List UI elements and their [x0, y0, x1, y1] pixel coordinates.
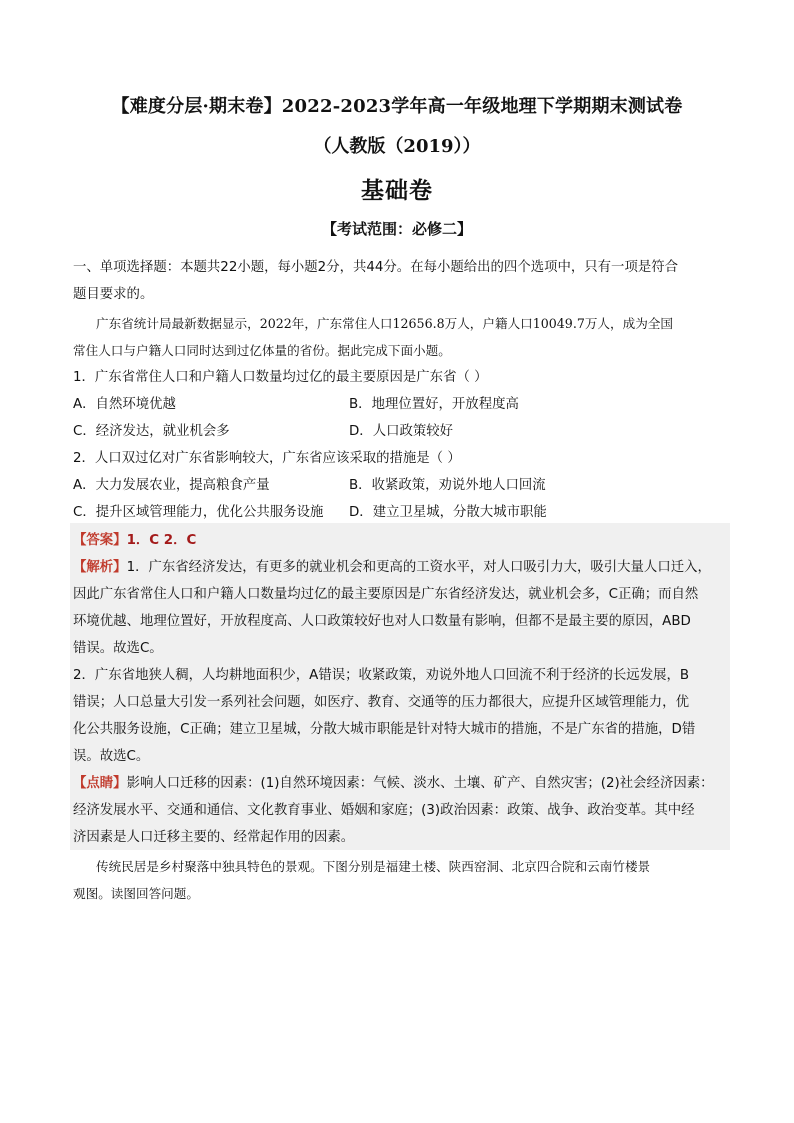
- analysis-line6: 错误；人口总量大引发一系列社会问题，如医疗、教育、交通等的压力都很大，应提升区域管理能力，优: [73, 695, 689, 710]
- question-2-stem: 2．人口双过亿对广东省影响较大，广东省应该采取的措施是（ ）: [73, 451, 461, 466]
- q2-option-c: C．提升区域管理能力，优化公共服务设施: [73, 505, 324, 520]
- q2-option-a: A．大力发展农业，提高粮食产量: [73, 478, 270, 493]
- answer-label: 【答案】: [73, 533, 127, 548]
- analysis-line4: 错误。故选C。: [73, 641, 163, 656]
- tips-text-1: 影响人口迁移的因素：(1)自然环境因素：气候、淡水、土壤、矿产、自然灾害；(2)社会经济因素：: [126, 776, 714, 791]
- analysis-text-1: 1．广东省经济发达，有更多的就业机会和更高的工资水平，对人口吸引力大，吸引大量人口迁入，: [126, 560, 711, 575]
- answer-line: [73, 529, 723, 548]
- edition-subtitle: （人教版（2019））: [313, 136, 481, 157]
- analysis-label: 【解析】: [73, 560, 127, 575]
- analysis-line2: 因此广东省常住人口和户籍人口数量均过亿的最主要原因是广东省经济发达，就业机会多，C正确；而自然: [73, 587, 699, 602]
- tips-line2: 经济发展水平、交通和通信、文化教育事业、婚姻和家庭；(3)政治因素：政策、战争、政治变革。其中经: [73, 803, 695, 818]
- document-title: 【难度分层·期末卷】2022-2023学年高一年级地理下学期期末测试卷: [111, 96, 683, 117]
- answer-text: 1．C 2．C: [126, 533, 197, 548]
- q1-option-d: D．人口政策较好: [349, 424, 454, 439]
- material1-line2: 常住人口与户籍人口同时达到过亿体量的省份。据此完成下面小题。: [73, 343, 451, 358]
- tips-line1: [73, 772, 723, 791]
- q2-option-d: D．建立卫星城，分散大城市职能: [349, 505, 547, 520]
- analysis-line1: [73, 556, 723, 575]
- q1-option-a: A．自然环境优越: [73, 397, 176, 412]
- q2-option-b: B．收紧政策，劝说外地人口回流: [349, 478, 546, 493]
- tips-line3: 济因素是人口迁移主要的、经常起作用的因素。: [73, 830, 355, 845]
- analysis-line3: 环境优越、地理位置好，开放程度高、人口政策较好也对人口数量有影响，但都不是最主要的原因，ABD: [73, 614, 691, 629]
- q1-option-b: B．地理位置好，开放程度高: [349, 397, 519, 412]
- q1-option-c: C．经济发达，就业机会多: [73, 424, 230, 439]
- analysis-line8: 误。故选C。: [73, 749, 150, 764]
- question-1-stem: 1．广东省常住人口和户籍人口数量均过亿的最主要原因是广东省（ ）: [73, 370, 488, 385]
- analysis-line7: 化公共服务设施，C正确；建立卫星城，分散大城市职能是针对特大城市的措施，不是广东省的措施，D错: [73, 722, 696, 737]
- section-instruction-line1: 一、单项选择题：本题共22小题，每小题2分，共44分。在每小题给出的四个选项中，只有一项是符合: [73, 260, 679, 275]
- level-heading: 基础卷: [361, 177, 433, 204]
- tips-label: 【点睛】: [73, 776, 127, 791]
- material2-line2: 观图。读图回答问题。: [73, 886, 199, 901]
- material2-line1: 传统民居是乡村聚落中独具特色的景观。下图分别是福建土楼、陕西窑洞、北京四合院和云南竹楼景: [96, 859, 651, 874]
- material1-line1: 广东省统计局最新数据显示，2022年，广东常住人口12656.8万人，户籍人口10049.7万人，成为全国: [96, 316, 673, 331]
- section-instruction-line2: 题目要求的。: [73, 287, 154, 302]
- analysis-line5: 2．广东省地狭人稠，人均耕地面积少，A错误；收紧政策，劝说外地人口回流不利于经济的长远发展，B: [73, 668, 690, 683]
- exam-scope: 【考试范围：必修二】: [321, 220, 472, 238]
